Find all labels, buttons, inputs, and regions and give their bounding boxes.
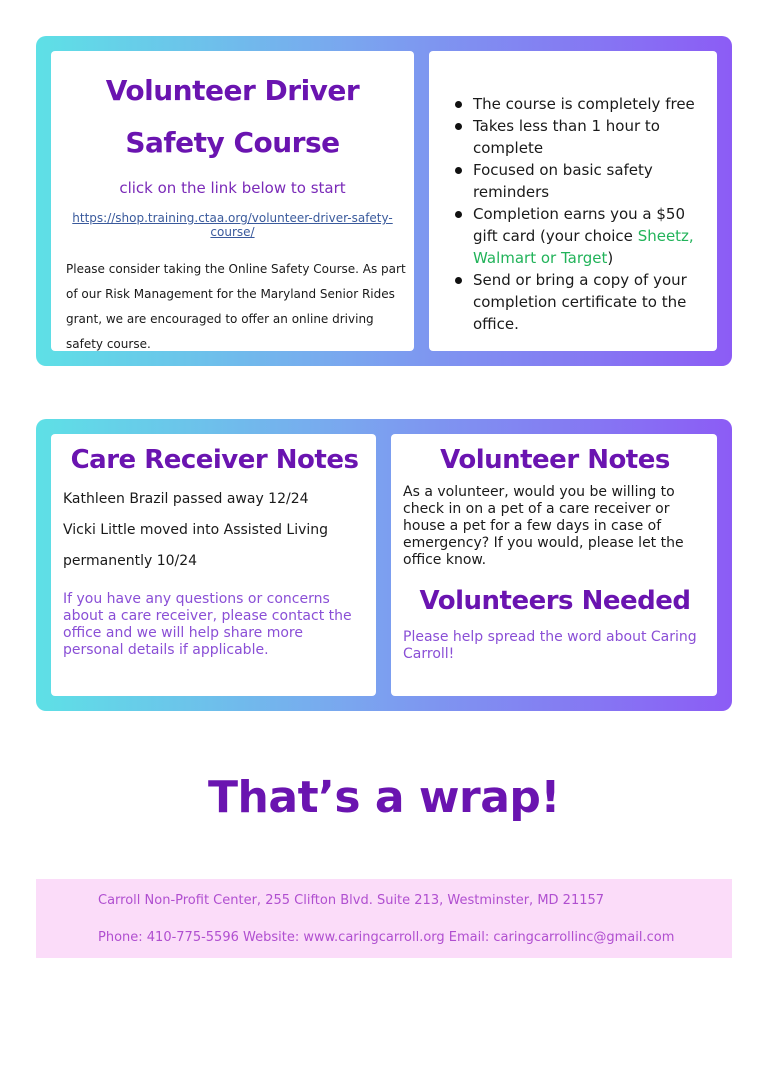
care-receiver-line: Vicki Little moved into Assisted Living [63,522,329,538]
gift-card-stores: Sheetz, Walmart or Target [473,227,694,267]
course-benefits-list [455,93,705,335]
footer [36,879,732,958]
course-link[interactable]: https://shop.training.ctaa.org/volunteer-driver-safety-course/ [72,211,393,239]
care-receiver-line: permanently 10/24 [63,553,198,569]
care-receiver-card [51,434,376,696]
course-title-line1: Volunteer Driver [105,74,360,107]
wrap-heading: That’s a wrap! [208,772,560,823]
benefit-gift-card [473,203,705,269]
care-receiver-contact-note: If you have any questions or concerns about a care receiver, please contact the office and we will help share more personal details if applicable. [63,591,352,658]
volunteers-needed-title: Volunteers Needed [419,586,691,616]
notes-panel [36,419,732,711]
benefit-focus: Focused on basic safety reminders [473,159,705,203]
gift-card-text: Completion earns you a $50 gift card (your choice [473,205,686,245]
benefit-duration: Takes less than 1 hour to complete [473,115,705,159]
volunteers-needed-text: Please help spread the word about Caring Carroll! [403,629,697,662]
gift-card-close: ) [607,249,614,267]
course-description: Please consider taking the Online Safety Course. As part of our Risk Management for the Maryland Senior Rides grant, we are encouraged to offer an online driving safety course. [66,262,406,351]
care-receiver-line: Kathleen Brazil passed away 12/24 [63,491,309,507]
benefit-certificate: Send or bring a copy of your completion certificate to the office. [473,269,705,335]
volunteer-notes-card [391,434,717,696]
safety-course-card [51,51,414,351]
footer-address: Carroll Non-Profit Center, 255 Clifton Blvd. Suite 213, Westminster, MD 21157 [98,893,605,908]
benefit-free: The course is completely free [473,93,705,115]
course-subtitle: click on the link below to start [119,179,346,197]
course-title-line2: Safety Course [125,126,340,159]
care-receiver-title: Care Receiver Notes [70,445,359,475]
volunteer-notes-text: As a volunteer, would you be willing to check in on a pet of a care receiver or house a pet for a few days in case of emergency? If you would, please let the office know. [403,484,684,568]
volunteer-notes-title: Volunteer Notes [440,445,670,475]
course-benefits-card [429,51,717,351]
footer-contact: Phone: 410-775-5596 Website: www.caringcarroll.org Email: caringcarrollinc@gmail.com [98,930,675,945]
safety-course-panel [36,36,732,366]
